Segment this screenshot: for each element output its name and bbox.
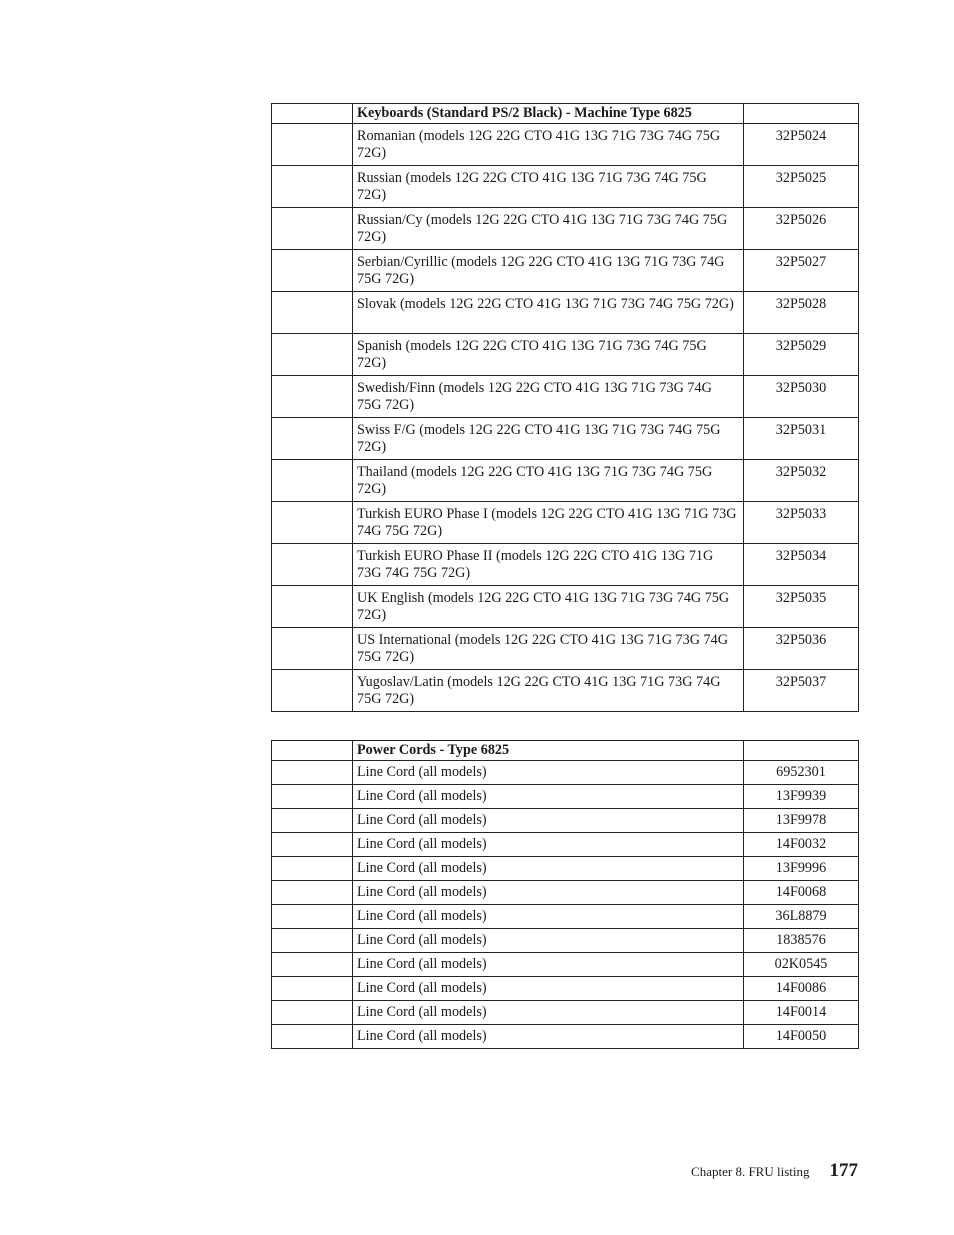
description-cell: Turkish EURO Phase I (models 12G 22G CTO 41G 13G 71G 73G 74G 75G 72G) xyxy=(353,502,744,544)
description-cell: Line Cord (all models) xyxy=(353,857,744,881)
part-number-header xyxy=(744,104,859,124)
description-cell: Line Cord (all models) xyxy=(353,833,744,857)
description-cell: Line Cord (all models) xyxy=(353,761,744,785)
index-cell xyxy=(272,1001,353,1025)
description-cell: Line Cord (all models) xyxy=(353,1001,744,1025)
index-cell xyxy=(272,502,353,544)
index-cell xyxy=(272,929,353,953)
index-cell xyxy=(272,544,353,586)
index-cell xyxy=(272,785,353,809)
description-cell: UK English (models 12G 22G CTO 41G 13G 71G 73G 74G 75G 72G) xyxy=(353,586,744,628)
description-cell: Line Cord (all models) xyxy=(353,953,744,977)
index-cell xyxy=(272,741,353,761)
index-cell xyxy=(272,124,353,166)
part-number-cell: 14F0086 xyxy=(744,977,859,1001)
table-row xyxy=(272,586,859,628)
table-row xyxy=(272,785,859,809)
keyboards-table xyxy=(271,103,859,712)
description-cell: Line Cord (all models) xyxy=(353,809,744,833)
index-cell xyxy=(272,586,353,628)
table-row xyxy=(272,460,859,502)
table-row xyxy=(272,670,859,712)
part-number-cell: 36L8879 xyxy=(744,905,859,929)
description-cell: Russian (models 12G 22G CTO 41G 13G 71G 73G 74G 75G 72G) xyxy=(353,166,744,208)
description-cell: Line Cord (all models) xyxy=(353,929,744,953)
index-cell xyxy=(272,292,353,334)
description-cell: Serbian/Cyrillic (models 12G 22G CTO 41G 13G 71G 73G 74G 75G 72G) xyxy=(353,250,744,292)
index-cell xyxy=(272,1025,353,1049)
index-cell xyxy=(272,334,353,376)
index-cell xyxy=(272,628,353,670)
part-number-cell: 32P5037 xyxy=(744,670,859,712)
part-number-cell: 32P5029 xyxy=(744,334,859,376)
part-number-cell: 6952301 xyxy=(744,761,859,785)
description-cell: Line Cord (all models) xyxy=(353,785,744,809)
description-cell: Spanish (models 12G 22G CTO 41G 13G 71G 73G 74G 75G 72G) xyxy=(353,334,744,376)
part-number-cell: 32P5031 xyxy=(744,418,859,460)
table-row xyxy=(272,833,859,857)
part-number-cell: 13F9939 xyxy=(744,785,859,809)
table-row xyxy=(272,977,859,1001)
part-number-cell: 1838576 xyxy=(744,929,859,953)
part-number-cell: 32P5032 xyxy=(744,460,859,502)
part-number-cell: 32P5027 xyxy=(744,250,859,292)
table-row xyxy=(272,1025,859,1049)
table-row xyxy=(272,953,859,977)
table-row xyxy=(272,809,859,833)
table-row xyxy=(272,418,859,460)
table-row xyxy=(272,334,859,376)
part-number-cell: 32P5024 xyxy=(744,124,859,166)
description-cell: Turkish EURO Phase II (models 12G 22G CTO 41G 13G 71G 73G 74G 75G 72G) xyxy=(353,544,744,586)
part-number-cell: 32P5033 xyxy=(744,502,859,544)
table-row xyxy=(272,929,859,953)
part-number-cell: 32P5036 xyxy=(744,628,859,670)
table-row xyxy=(272,761,859,785)
table-row xyxy=(272,628,859,670)
description-cell: Thailand (models 12G 22G CTO 41G 13G 71G 73G 74G 75G 72G) xyxy=(353,460,744,502)
index-cell xyxy=(272,833,353,857)
index-cell xyxy=(272,670,353,712)
part-number-header xyxy=(744,741,859,761)
table-row xyxy=(272,124,859,166)
index-cell xyxy=(272,208,353,250)
table-row xyxy=(272,881,859,905)
part-number-cell: 32P5026 xyxy=(744,208,859,250)
index-cell xyxy=(272,104,353,124)
keyboards-table-header xyxy=(272,104,859,124)
index-cell xyxy=(272,761,353,785)
index-cell xyxy=(272,250,353,292)
table-row xyxy=(272,1001,859,1025)
power-cords-table xyxy=(271,740,859,1049)
part-number-cell: 14F0050 xyxy=(744,1025,859,1049)
description-cell: Line Cord (all models) xyxy=(353,881,744,905)
index-cell xyxy=(272,977,353,1001)
part-number-cell: 14F0068 xyxy=(744,881,859,905)
part-number-cell: 14F0032 xyxy=(744,833,859,857)
description-cell: Russian/Cy (models 12G 22G CTO 41G 13G 71G 73G 74G 75G 72G) xyxy=(353,208,744,250)
description-cell: Line Cord (all models) xyxy=(353,977,744,1001)
page-number: 177 xyxy=(829,1160,858,1181)
description-cell: Slovak (models 12G 22G CTO 41G 13G 71G 73G 74G 75G 72G) xyxy=(353,292,744,334)
description-cell: Romanian (models 12G 22G CTO 41G 13G 71G 73G 74G 75G 72G) xyxy=(353,124,744,166)
part-number-cell: 02K0545 xyxy=(744,953,859,977)
index-cell xyxy=(272,166,353,208)
keyboards-header-title: Keyboards (Standard PS/2 Black) - Machine Type 6825 xyxy=(353,104,744,124)
part-number-cell: 32P5025 xyxy=(744,166,859,208)
table-row xyxy=(272,376,859,418)
index-cell xyxy=(272,376,353,418)
description-cell: Swiss F/G (models 12G 22G CTO 41G 13G 71G 73G 74G 75G 72G) xyxy=(353,418,744,460)
table-row xyxy=(272,208,859,250)
description-cell: US International (models 12G 22G CTO 41G 13G 71G 73G 74G 75G 72G) xyxy=(353,628,744,670)
description-cell: Line Cord (all models) xyxy=(353,905,744,929)
table-row xyxy=(272,166,859,208)
table-row xyxy=(272,544,859,586)
table-row xyxy=(272,905,859,929)
part-number-cell: 32P5034 xyxy=(744,544,859,586)
description-cell: Swedish/Finn (models 12G 22G CTO 41G 13G 71G 73G 74G 75G 72G) xyxy=(353,376,744,418)
part-number-cell: 14F0014 xyxy=(744,1001,859,1025)
description-cell: Line Cord (all models) xyxy=(353,1025,744,1049)
power-cords-header-title: Power Cords - Type 6825 xyxy=(353,741,744,761)
power-cords-table-header xyxy=(272,741,859,761)
index-cell xyxy=(272,418,353,460)
index-cell xyxy=(272,857,353,881)
index-cell xyxy=(272,460,353,502)
table-row xyxy=(272,292,859,334)
part-number-cell: 13F9996 xyxy=(744,857,859,881)
part-number-cell: 32P5028 xyxy=(744,292,859,334)
table-row xyxy=(272,250,859,292)
index-cell xyxy=(272,953,353,977)
index-cell xyxy=(272,881,353,905)
table-row xyxy=(272,857,859,881)
table-row xyxy=(272,502,859,544)
index-cell xyxy=(272,905,353,929)
part-number-cell: 32P5030 xyxy=(744,376,859,418)
chapter-title: Chapter 8. FRU listing xyxy=(691,1164,810,1179)
index-cell xyxy=(272,809,353,833)
part-number-cell: 13F9978 xyxy=(744,809,859,833)
part-number-cell: 32P5035 xyxy=(744,586,859,628)
page-footer xyxy=(691,1160,858,1182)
description-cell: Yugoslav/Latin (models 12G 22G CTO 41G 13G 71G 73G 74G 75G 72G) xyxy=(353,670,744,712)
